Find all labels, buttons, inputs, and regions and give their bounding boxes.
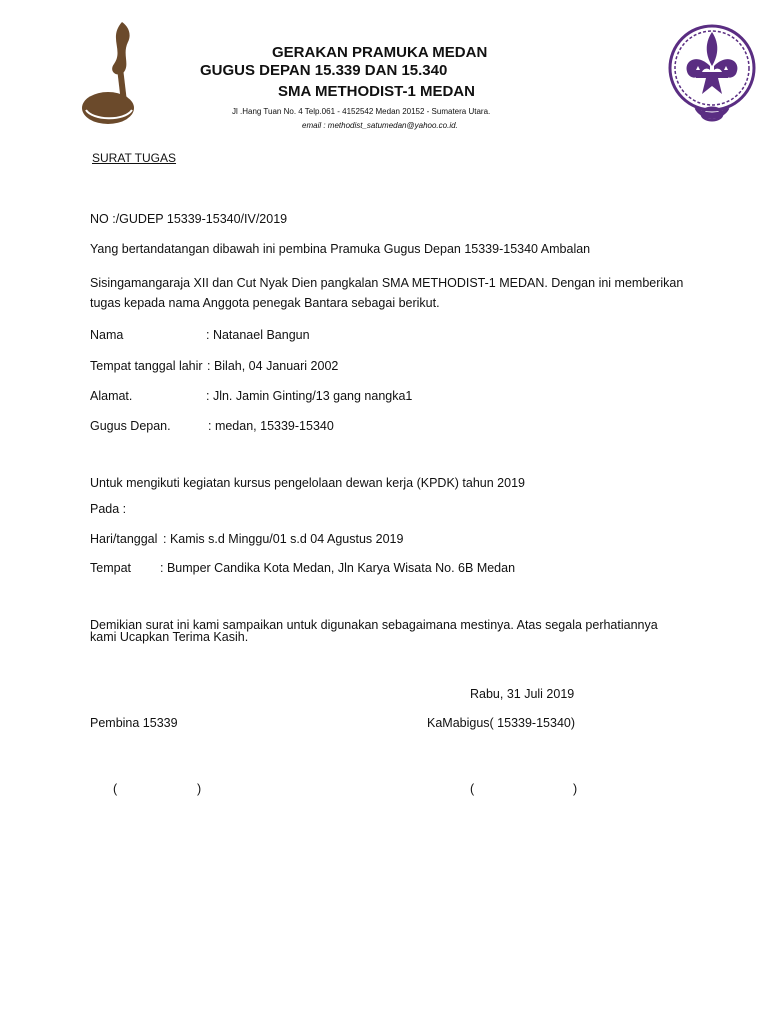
purpose-line: Untuk mengikuti kegiatan kursus pengelolaan dewan kerja (KPDK) tahun 2019 xyxy=(90,476,525,490)
intro-line-2: Sisingamangaraja XII dan Cut Nyak Dien pangkalan SMA METHODIST-1 MEDAN. Dengan ini memberikan xyxy=(90,276,684,290)
signature-left-close: ) xyxy=(197,782,202,796)
schedule-value-place: : Bumper Candika Kota Medan, Jln Karya Wisata No. 6B Medan xyxy=(160,561,516,575)
intro-line-1: Yang bertandatangan dibawah ini pembina Pramuka Gugus Depan 15339-15340 Ambalan xyxy=(90,242,591,256)
closing-line-1: Demikian surat ini kami sampaikan untuk digunakan sebagaimana mestinya. Atas segala perhatiannya xyxy=(90,618,658,632)
field-value-alamat: : Jln. Jamin Ginting/13 gang nangka1 xyxy=(206,389,413,403)
fleur-de-lis-scout-emblem-icon xyxy=(666,22,758,126)
field-label-alamat: Alamat. xyxy=(90,389,133,403)
letter-date: Rabu, 31 Juli 2019 xyxy=(470,687,575,701)
schedule-label-date: Hari/tanggal xyxy=(90,532,158,546)
field-value-ttl: : Bilah, 04 Januari 2002 xyxy=(207,359,339,373)
field-value-gugus: : medan, 15339-15340 xyxy=(208,419,334,433)
field-label-ttl: Tempat tanggal lahir xyxy=(90,359,203,373)
gudep-name: GUGUS DEPAN 15.339 DAN 15.340 xyxy=(200,62,448,79)
letter-title: SURAT TUGAS xyxy=(92,151,177,165)
school-name: SMA METHODIST-1 MEDAN xyxy=(278,83,475,100)
intro-line-3: tugas kepada nama Anggota penegak Bantara sebagai berikut. xyxy=(90,296,440,310)
email-line: email : methodist_satumedan@yahoo.co.id. xyxy=(302,121,458,130)
pada-label: Pada : xyxy=(90,502,127,516)
closing-line-2: kami Ucapkan Terima Kasih. xyxy=(90,630,249,644)
signature-right-open: ( xyxy=(470,782,475,796)
field-label-gugus: Gugus Depan. xyxy=(90,419,171,433)
schedule-value-date: : Kamis s.d Minggu/01 s.d 04 Agustus 2019 xyxy=(163,532,404,546)
schedule-label-place: Tempat xyxy=(90,561,131,575)
field-value-nama: : Natanael Bangun xyxy=(206,328,310,342)
org-name: GERAKAN PRAMUKA MEDAN xyxy=(272,44,488,61)
signer-right-title: KaMabigus( 15339-15340) xyxy=(427,716,576,730)
letter-number: NO :/GUDEP 15339-15340/IV/2019 xyxy=(90,212,288,226)
signature-left-open: ( xyxy=(113,782,118,796)
field-label-nama: Nama xyxy=(90,328,124,342)
address-line: Jl .Hang Tuan No. 4 Telp.061 - 4152542 Medan 20152 - Sumatera Utara. xyxy=(232,107,491,116)
signature-right-close: ) xyxy=(573,782,578,796)
tunas-kelapa-logo-icon xyxy=(78,18,148,128)
signer-left-title: Pembina 15339 xyxy=(90,716,178,730)
